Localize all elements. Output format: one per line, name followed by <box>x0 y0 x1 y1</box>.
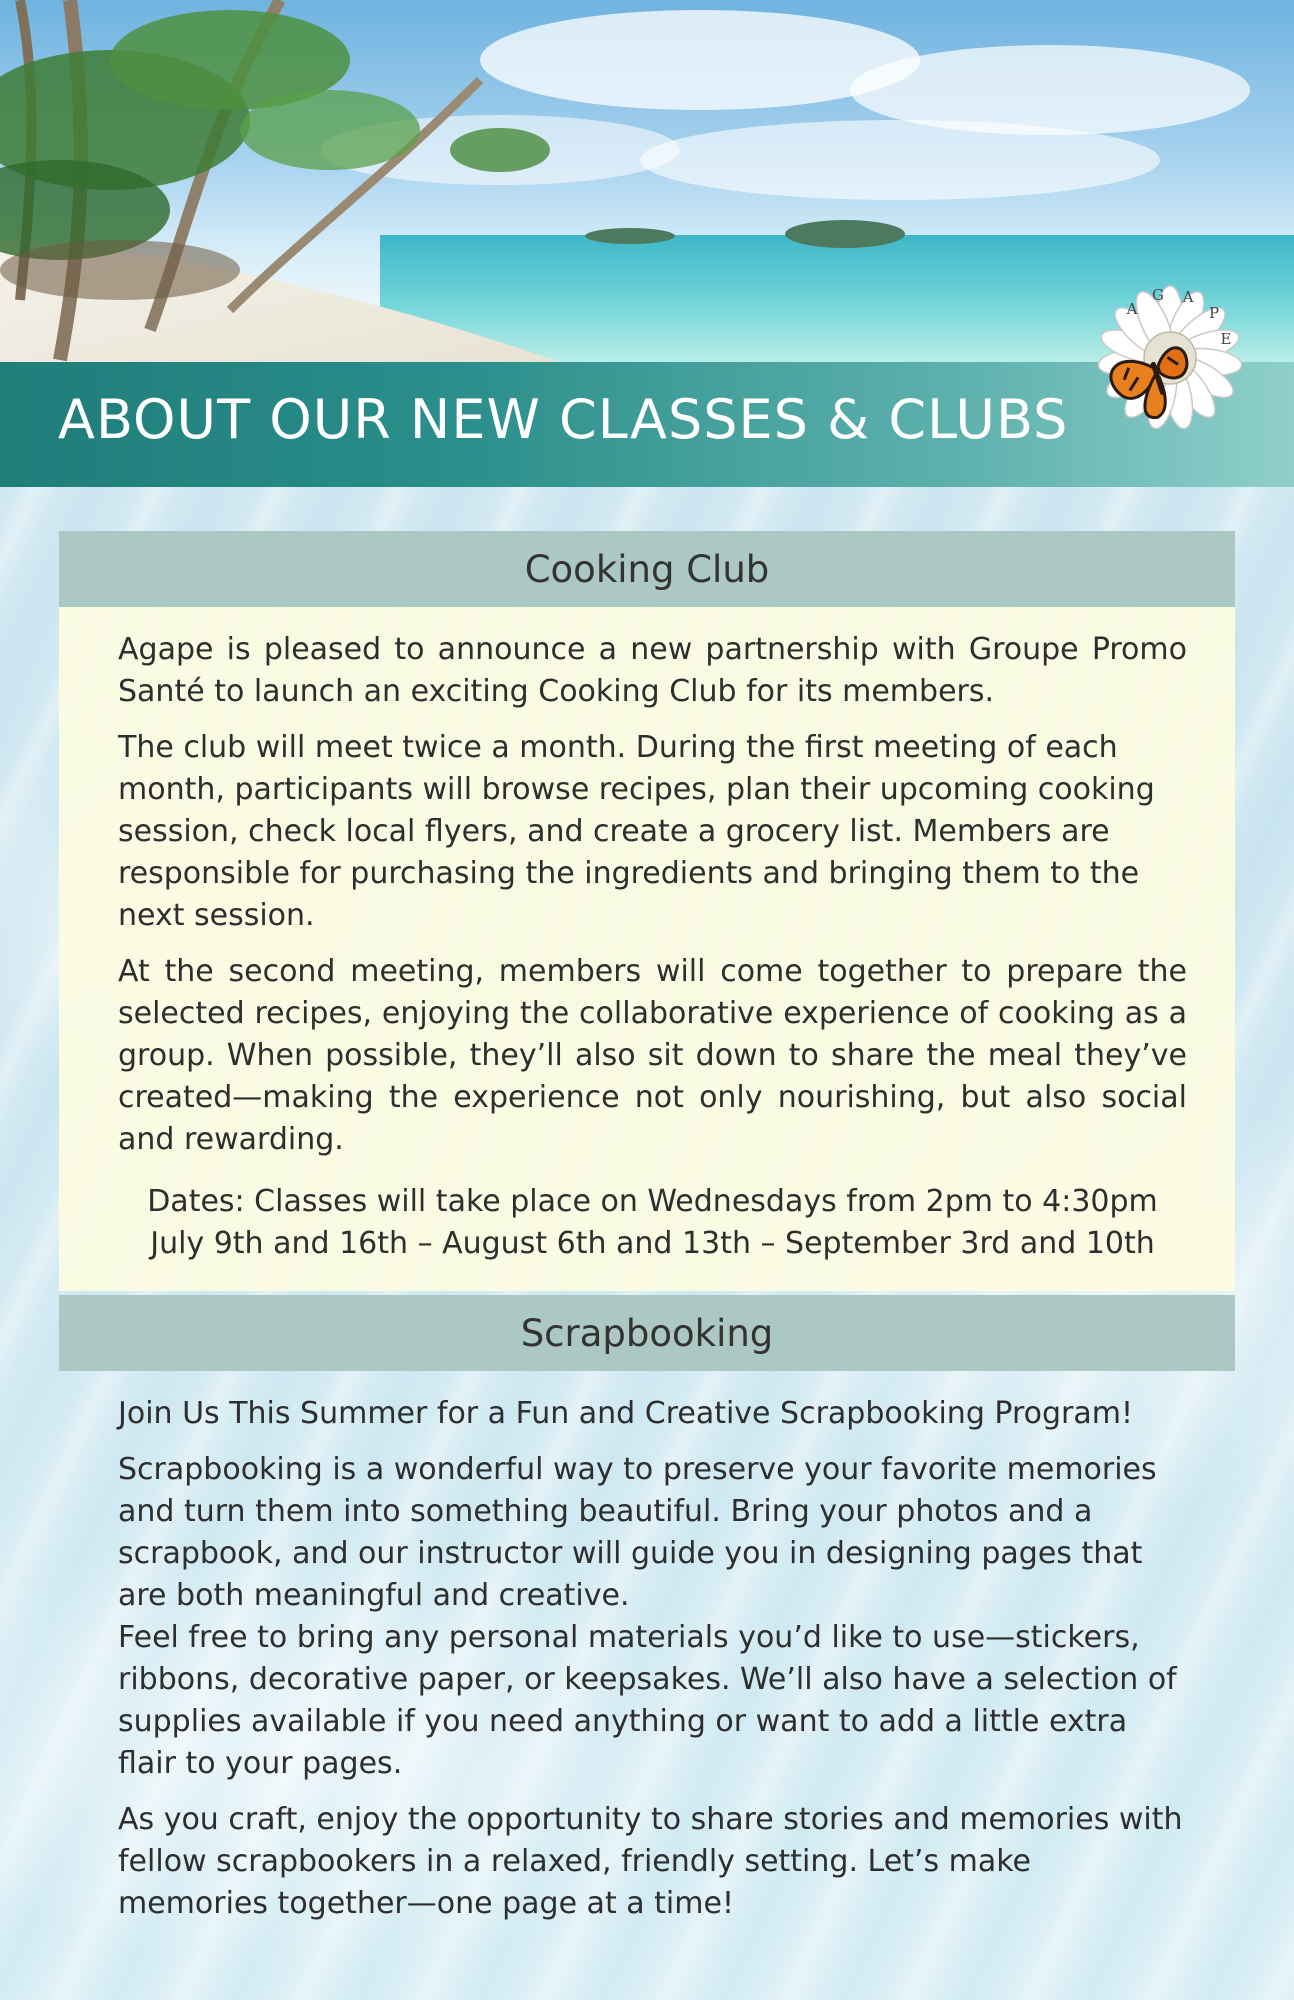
svg-text:A: A <box>1126 300 1138 318</box>
scrapbooking-paragraph-1: Join Us This Summer for a Fun and Creative Scrapbooking Program! <box>118 1396 1134 1431</box>
scrapbooking-paragraph-3: As you craft, enjoy the opportunity to share stories and memories with fellow scrapbookers in a relaxed, friendly setting. Let’s make memories together—one page at a time! <box>118 1802 1183 1921</box>
scrapbooking-body <box>59 1371 1235 1965</box>
cooking-dates-line-2: July 9th and 16th – August 6th and 13th – September 3rd and 10th <box>150 1226 1155 1261</box>
cooking-dates-line-1: Dates: Classes will take place on Wednesdays from 2pm to 4:30pm <box>147 1184 1158 1219</box>
svg-text:E: E <box>1220 330 1232 348</box>
scrapbooking-section <box>59 1295 1235 1965</box>
cooking-club-body <box>59 607 1235 1291</box>
svg-text:A: A <box>1182 288 1194 306</box>
cooking-club-section <box>59 531 1235 1291</box>
cooking-paragraph-2: The club will meet twice a month. During the first meeting of each month, participants will browse recipes, plan their upcoming cooking session, check local flyers, and create a grocery list. Members are responsible for purchasing the ingredients and bringing them to the next session. <box>118 730 1155 933</box>
butterfly-flower-icon <box>1090 278 1250 438</box>
svg-text:G: G <box>1152 286 1164 304</box>
cooking-paragraph-1: Agape is pleased to announce a new partnership with Groupe Promo Santé to launch an exciting Cooking Club for its members. <box>118 632 1187 709</box>
page-title: ABOUT OUR NEW CLASSES & CLUBS <box>58 388 1069 451</box>
agape-logo <box>1090 278 1250 438</box>
scrapbooking-heading: Scrapbooking <box>59 1295 1235 1371</box>
scrapbooking-paragraph-2b: Feel free to bring any personal materials you’d like to use—stickers, ribbons, decorative paper, or keepsakes. We’ll also have a selection of supplies available if you need anything or want to add a little extra flair to your pages. <box>118 1620 1177 1781</box>
svg-text:P: P <box>1208 304 1220 322</box>
cooking-paragraph-3: At the second meeting, members will come together to prepare the selected recipes, enjoying the collaborative experience of cooking as a group. When possible, they’ll also sit down to share the meal they’ve created—making the experience not only nourishing, but also social and rewarding. <box>118 954 1187 1157</box>
cooking-club-heading: Cooking Club <box>59 531 1235 607</box>
scrapbooking-paragraph-2a: Scrapbooking is a wonderful way to preserve your favorite memories and turn them into something beautiful. Bring your photos and a scrapbook, and our instructor will guide you in designing pages that are both meaningful and creative. <box>118 1452 1157 1613</box>
cooking-dates <box>118 1181 1187 1265</box>
